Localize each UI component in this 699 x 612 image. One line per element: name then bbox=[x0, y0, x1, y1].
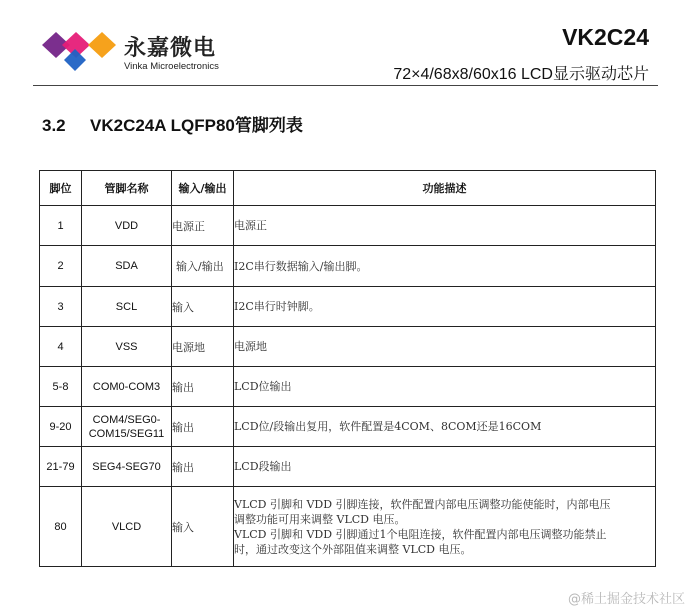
cell-pin: 2 bbox=[40, 246, 82, 287]
table-row bbox=[40, 487, 656, 567]
cell-pin: 80 bbox=[40, 487, 82, 567]
cell-io: 输入 bbox=[172, 487, 234, 567]
cell-pin: 3 bbox=[40, 287, 82, 327]
cell-pin: 5-8 bbox=[40, 367, 82, 407]
table-row bbox=[40, 287, 656, 327]
cell-io: 输出 bbox=[172, 447, 234, 487]
cell-description: 电源地 bbox=[234, 327, 656, 367]
table-row bbox=[40, 447, 656, 487]
header-pin: 脚位 bbox=[40, 171, 82, 206]
table-row bbox=[40, 327, 656, 367]
brand-name-en: Vinka Microelectronics bbox=[124, 61, 219, 72]
cell-description: LCD位输出 bbox=[234, 367, 656, 407]
header-divider bbox=[33, 85, 658, 86]
section-number: 3.2 bbox=[42, 116, 66, 135]
cell-description: LCD位/段输出复用，软件配置是4COM、8COM还是16COM bbox=[234, 407, 656, 447]
cell-description: I2C串行数据输入/输出脚。 bbox=[234, 246, 656, 287]
cell-pin-name-line1: COM4/SEG0- bbox=[92, 413, 161, 426]
cell-pin-name-line2: COM15/SEG11 bbox=[88, 427, 165, 440]
section-title: VK2C24A LQFP80管脚列表 bbox=[90, 116, 303, 135]
header-description: 功能描述 bbox=[234, 171, 656, 206]
table-row bbox=[40, 407, 656, 447]
cell-pin: 21-79 bbox=[40, 447, 82, 487]
document-subtitle: 72×4/68x8/60x16 LCD显示驱动芯片 bbox=[393, 66, 649, 83]
table-row bbox=[40, 206, 656, 246]
cell-pin-name: VDD bbox=[82, 206, 172, 246]
cell-pin-name: COM0-COM3 bbox=[82, 367, 172, 407]
document-title: VK2C24 bbox=[562, 24, 649, 50]
cell-io: 电源正 bbox=[172, 206, 234, 246]
cell-io: 输入 bbox=[172, 287, 234, 327]
cell-pin: 1 bbox=[40, 206, 82, 246]
description-line: VLCD 引脚和 VDD 引脚连接，软件配置内部电压调整功能使能时，内部电压 bbox=[234, 497, 611, 511]
cell-description: I2C串行时钟脚。 bbox=[234, 287, 656, 327]
header-pin-name: 管脚名称 bbox=[82, 171, 172, 206]
cell-pin-name: VSS bbox=[82, 327, 172, 367]
table-row bbox=[40, 246, 656, 287]
logo-diamond-orange bbox=[88, 32, 116, 58]
brand-name-cn: 永嘉微电 bbox=[124, 36, 217, 61]
cell-description: 电源正 bbox=[234, 206, 656, 246]
description-line: VLCD 引脚和 VDD 引脚通过1个电阻连接，软件配置内部电压调整功能禁止 bbox=[234, 527, 607, 541]
table-header-row bbox=[40, 171, 656, 206]
description-line: 调整功能可用来调整 VLCD 电压。 bbox=[234, 512, 406, 526]
watermark: @稀土掘金技术社区 bbox=[567, 592, 685, 607]
cell-pin: 9-20 bbox=[40, 407, 82, 447]
logo-diamond-blue bbox=[64, 49, 86, 71]
cell-description: LCD段输出 bbox=[234, 447, 656, 487]
pin-table bbox=[39, 170, 656, 567]
cell-pin: 4 bbox=[40, 327, 82, 367]
cell-description bbox=[234, 487, 656, 567]
cell-pin-name: SCL bbox=[82, 287, 172, 327]
cell-pin-name: VLCD bbox=[82, 487, 172, 567]
cell-pin-name: SEG4-SEG70 bbox=[82, 447, 172, 487]
cell-io: 输出 bbox=[172, 367, 234, 407]
section-heading bbox=[42, 111, 303, 136]
cell-io: 输出 bbox=[172, 407, 234, 447]
cell-io: 输入/输出 bbox=[172, 246, 234, 287]
header-io: 输入/输出 bbox=[172, 171, 234, 206]
vinka-logo-icon bbox=[42, 30, 122, 74]
cell-io: 电源地 bbox=[172, 327, 234, 367]
table-row bbox=[40, 367, 656, 407]
cell-pin-name: SDA bbox=[82, 246, 172, 287]
description-line: 时，通过改变这个外部阻值来调整 VLCD 电压。 bbox=[234, 542, 472, 556]
cell-pin-name bbox=[82, 407, 172, 447]
